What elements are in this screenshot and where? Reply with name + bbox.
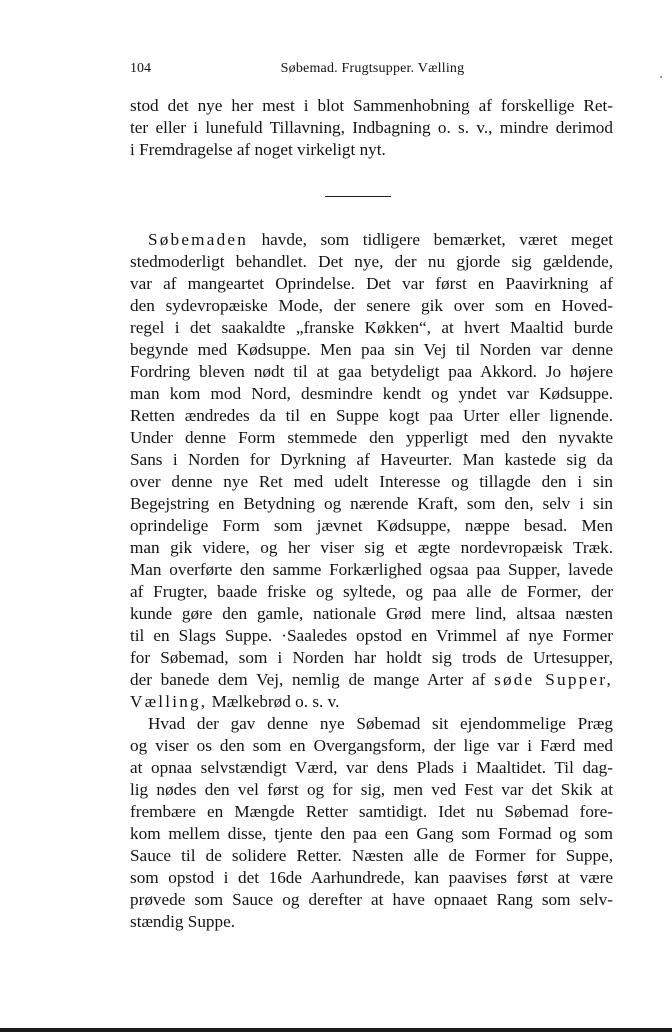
text-line: som opstod i det 16de Aarhundrede, kan paavises først at være	[130, 868, 613, 887]
text-line: man kom mod Nord, desmindre kendt og yndet var Kødsuppe.	[130, 384, 613, 403]
text-line: Sauce til de solidere Retter. Næsten alle de Former for Suppe,	[130, 846, 613, 865]
text-line	[130, 691, 613, 713]
main-text	[130, 229, 613, 933]
emphasized-word: Søbemaden	[148, 230, 248, 249]
text-line: den sydevropæiske Mode, der senere gik over som en Hoved-	[130, 296, 613, 315]
section-divider	[325, 196, 391, 197]
text-line: Fordring bleven nødt til at gaa betydeligt paa Akkord. Jo højere	[130, 362, 613, 381]
text-line: kunde gøre den gamle, nationale Grød mere lind, altsaa næsten	[130, 604, 613, 623]
text-line: for Søbemad, som i Norden har holdt sig trods de Urtesupper,	[130, 648, 613, 667]
text-line: man gik videre, og her viser sig et ægte nordevropæisk Træk.	[130, 538, 613, 557]
text-line: stod det nye her mest i blot Sammenhobning af forskellige Ret-	[130, 96, 613, 115]
running-title: Søbemad. Frugtsupper. Vælling	[280, 61, 465, 76]
emphasized-word: Vælling,	[130, 692, 208, 711]
text-line	[130, 229, 613, 251]
text-fragment: Mælkebrød o. s. v.	[207, 692, 340, 711]
text-line: lig nødes den vel først og for sig, men ved Fest var det Skik at	[130, 780, 613, 799]
text-fragment: der banede dem Vej, nemlig de mange Arter af	[130, 670, 495, 689]
text-line: over denne nye Ret med udelt Interesse og tillagde den i sin	[130, 472, 613, 491]
page-number: 104	[130, 61, 151, 76]
text-line: og viser os den som en Overgangsform, der lige var i Færd med	[130, 736, 613, 755]
text-line: i Fremdragelse af noget virkeligt nyt.	[130, 140, 386, 159]
text-line: Sans i Norden for Dyrkning af Haveurter. Man kastede sig da	[130, 450, 613, 469]
text-line: ter eller i lunefuld Tillavning, Indbagning o. s. v., mindre derimod	[130, 118, 613, 137]
text-line: Retten ændredes da til en Suppe kogt paa Urter eller lignende.	[130, 406, 613, 425]
text-line: Begejstring en Betydning og nærende Kraft, som den, selv i sin	[130, 494, 613, 513]
paper-speck	[660, 76, 662, 78]
text-line: prøvede som Sauce og derefter at have opnaaet Rang som selv-	[130, 890, 613, 909]
text-line: af Frugter, baade friske og syltede, og paa alle de Former, der	[130, 582, 613, 601]
text-fragment: havde, som tidligere bemærket, været meget	[248, 230, 613, 249]
text-line: stændig Suppe.	[130, 912, 236, 931]
emphasized-word: søde Supper,	[494, 670, 613, 689]
text-line: Man overførte den samme Forkærlighed ogsaa paa Supper, lavede	[130, 560, 613, 579]
text-line: var af mangeartet Oprindelse. Det var først en Paavirkning af	[130, 274, 613, 293]
text-line	[130, 669, 613, 691]
text-line: oprindelige Form som jævnet Kødsuppe, næppe besad. Men	[130, 516, 613, 535]
text-line: regel i det saakaldte „franske Køkken“, at hvert Maaltid burde	[130, 318, 613, 337]
scan-bottom-edge	[0, 1028, 672, 1032]
text-line: at opnaa selvstændigt Værd, var dens Plads i Maaltidet. Til dag-	[130, 758, 613, 777]
paragraph-continued	[130, 95, 613, 161]
text-line: kom mellem disse, tjente den paa een Gang som Formad og som	[130, 824, 613, 843]
page-header	[130, 61, 615, 81]
text-line: Under denne Form stemmede den ypperligt med den nyvakte	[130, 428, 613, 447]
text-line: Hvad der gav denne nye Søbemad sit ejendommelige Præg	[148, 714, 613, 733]
text-line: stedmoderligt behandlet. Det nye, der nu gjorde sig gældende,	[130, 252, 613, 271]
text-line: til en Slags Suppe. ·Saaledes opstod en Vrimmel af nye Former	[130, 626, 613, 645]
text-line: frembære en Mængde Retter samtidigt. Idet nu Søbemad fore-	[130, 802, 613, 821]
text-line: begynde med Kødsuppe. Men paa sin Vej til Norden var denne	[130, 340, 613, 359]
